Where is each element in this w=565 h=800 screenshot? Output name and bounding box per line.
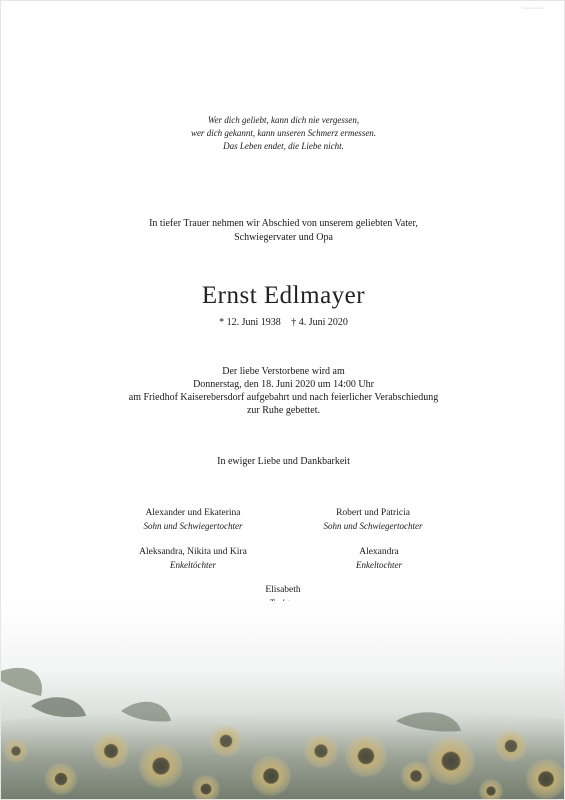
mourner-entry — [279, 546, 479, 571]
deceased-name: Ernst Edlmayer — [201, 282, 366, 309]
mourner-entry — [93, 507, 293, 532]
funeral-line-3: am Friedhof Kaiserebersdorf aufgebahrt und nach feierlicher Verabschiedung — [128, 392, 439, 403]
photo-credit: © www.xxxxxx.at — [521, 6, 544, 10]
mourner-relation: Enkeltöchter — [170, 559, 216, 570]
mourner-names: Alexander und Ekaterina — [145, 508, 241, 518]
intro-line-2: Schwiegervater und Opa — [234, 232, 333, 243]
poem-line-2: wer dich gekannt, kann unseren Schmerz ermessen. — [190, 128, 377, 138]
poem-line-3: Das Leben endet, die Liebe nicht. — [223, 141, 344, 151]
mourner-relation: Sohn und Schwiegertochter — [323, 520, 423, 531]
mourner-entry — [93, 546, 293, 571]
funeral-line-2: Donnerstag, den 18. Juni 2020 um 14:00 Uhr — [193, 379, 374, 390]
life-dates — [1, 317, 565, 328]
mourner-relation: Sohn und Schwiegertochter — [143, 520, 243, 531]
death-date: † 4. Juni 2020 — [291, 317, 348, 328]
funeral-info — [1, 365, 565, 417]
mourner-relation: Enkeltochter — [356, 559, 402, 570]
intro-text — [1, 217, 565, 245]
intro-line-1: In tiefer Trauer nehmen wir Abschied von unserem geliebten Vater, — [149, 218, 418, 229]
thanks-line: In ewiger Liebe und Dankbarkeit — [217, 456, 350, 467]
funeral-line-1: Der liebe Verstorbene wird am — [222, 366, 345, 377]
poem-line-1: Wer dich geliebt, kann dich nie vergessen, — [207, 115, 360, 125]
birth-date: * 12. Juni 1938 — [219, 317, 281, 328]
mourner-names: Aleksandra, Nikita und Kira — [139, 547, 247, 557]
funeral-line-4: zur Ruhe gebettet. — [246, 405, 321, 416]
mourner-names: Robert und Patricia — [336, 508, 410, 518]
poem — [1, 114, 565, 153]
sunflower-field-image — [1, 601, 565, 800]
mourner-names: Alexandra — [359, 547, 399, 557]
mourner-entry — [273, 507, 473, 532]
mourner-names: Elisabeth — [265, 585, 301, 595]
